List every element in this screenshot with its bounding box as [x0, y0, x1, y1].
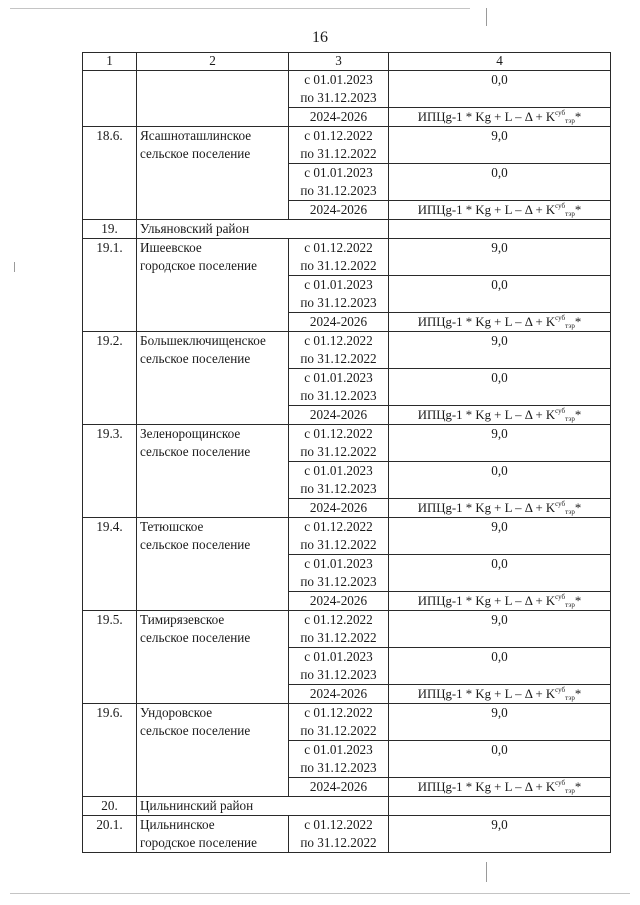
item-number: 19.: [101, 221, 118, 236]
settlement-name: Тимирязевское: [140, 612, 225, 627]
item-number: 20.1.: [96, 817, 123, 832]
formula-text: ИПЦg-1 * Kg + L – Δ + K: [417, 501, 556, 515]
period-cell: [289, 332, 389, 369]
period-cell: [289, 778, 389, 797]
scan-mark: [486, 862, 487, 882]
formula-subscript: тэр: [565, 508, 575, 516]
value-cell: [389, 332, 611, 369]
formula-subscript: тэр: [565, 601, 575, 609]
value-cell: [389, 816, 611, 853]
formula-text: ИПЦg-1 * Kg + L – Δ + K: [417, 594, 556, 608]
period-start: с 01.01.2023: [304, 556, 373, 571]
formula-superscript: суб: [555, 202, 566, 210]
settlement-name-cell: [137, 332, 289, 425]
period-cell: [289, 592, 389, 611]
period-end: по 31.12.2023: [300, 388, 377, 403]
period-years: 2024-2026: [309, 314, 368, 329]
table-row: [83, 704, 611, 741]
settlement-name-cell: [137, 71, 289, 127]
formula-asterisk: *: [574, 501, 582, 515]
index-value: 9,0: [491, 333, 508, 348]
settlement-type: сельское поселение: [140, 537, 251, 552]
period-start: с 01.12.2022: [304, 240, 373, 255]
item-number: 19.2.: [96, 333, 123, 348]
formula-superscript: суб: [555, 779, 566, 787]
period-cell: [289, 499, 389, 518]
settlement-name: Ишеевское: [140, 240, 202, 255]
table-row: [83, 71, 611, 108]
period-years: 2024-2026: [309, 202, 368, 217]
value-cell: [389, 499, 611, 518]
value-cell: [389, 685, 611, 704]
settlement-name: Ясашноташлинское: [140, 128, 252, 143]
item-number-cell: [83, 518, 137, 611]
period-end: по 31.12.2023: [300, 295, 377, 310]
value-cell: [389, 797, 611, 816]
formula-subscript: тэр: [565, 694, 575, 702]
period-cell: [289, 741, 389, 778]
item-number-cell: [83, 704, 137, 797]
settlement-name: Тетюшское: [140, 519, 204, 534]
formula-text: ИПЦg-1 * Kg + L – Δ + K: [417, 687, 556, 701]
period-end: по 31.12.2022: [300, 258, 377, 273]
value-cell: [389, 406, 611, 425]
period-start: с 01.12.2022: [304, 519, 373, 534]
value-cell: [389, 201, 611, 220]
item-number-cell: [83, 797, 137, 816]
settlement-name-cell: [137, 704, 289, 797]
value-cell: [389, 108, 611, 127]
period-start: с 01.01.2023: [304, 165, 373, 180]
period-end: по 31.12.2022: [300, 351, 377, 366]
value-cell: [389, 239, 611, 276]
index-value: 9,0: [491, 519, 508, 534]
index-value: 0,0: [491, 277, 508, 292]
settlement-name-cell: [137, 816, 289, 853]
index-value: 9,0: [491, 705, 508, 720]
formula-superscript: суб: [555, 407, 566, 415]
period-end: по 31.12.2022: [300, 630, 377, 645]
period-cell: [289, 555, 389, 592]
formula-subscript: тэр: [565, 322, 575, 330]
value-cell: [389, 127, 611, 164]
settlement-type: городское поселение: [140, 835, 257, 850]
period-start: с 01.12.2022: [304, 426, 373, 441]
item-number: 19.5.: [96, 612, 123, 627]
header-cell: [389, 53, 611, 71]
header-label: 1: [106, 53, 113, 68]
period-cell: [289, 518, 389, 555]
index-value: 0,0: [491, 370, 508, 385]
formula-subscript: тэр: [565, 117, 575, 125]
period-years: 2024-2026: [309, 500, 368, 515]
value-cell: [389, 778, 611, 797]
header-label: 4: [496, 53, 503, 68]
settlement-name-cell: [137, 425, 289, 518]
period-cell: [289, 108, 389, 127]
value-cell: [389, 611, 611, 648]
table-row: [83, 332, 611, 369]
period-cell: [289, 462, 389, 499]
table-row: [83, 425, 611, 462]
table-row: [83, 220, 611, 239]
header-label: 3: [335, 53, 342, 68]
period-cell: [289, 239, 389, 276]
period-start: с 01.01.2023: [304, 649, 373, 664]
period-years: 2024-2026: [309, 407, 368, 422]
period-cell: [289, 648, 389, 685]
period-start: с 01.01.2023: [304, 463, 373, 478]
period-start: с 01.12.2022: [304, 128, 373, 143]
district-name: Цильнинский район: [140, 798, 254, 813]
table-row: [83, 239, 611, 276]
district-name-cell: [137, 220, 389, 239]
table-row: [83, 816, 611, 853]
settlement-type: сельское поселение: [140, 146, 251, 161]
table-row: [83, 127, 611, 164]
table-row: [83, 518, 611, 555]
period-years: 2024-2026: [309, 593, 368, 608]
settlement-name-cell: [137, 518, 289, 611]
value-cell: [389, 704, 611, 741]
scan-line: [10, 8, 470, 9]
period-years: 2024-2026: [309, 686, 368, 701]
formula-subscript: тэр: [565, 210, 575, 218]
period-years: 2024-2026: [309, 109, 368, 124]
period-cell: [289, 685, 389, 704]
page-number: 16: [312, 29, 328, 46]
index-value: 9,0: [491, 612, 508, 627]
period-start: с 01.12.2022: [304, 705, 373, 720]
table-row: [83, 797, 611, 816]
period-end: по 31.12.2023: [300, 667, 377, 682]
item-number: 19.6.: [96, 705, 123, 720]
period-cell: [289, 611, 389, 648]
period-end: по 31.12.2022: [300, 146, 377, 161]
value-cell: [389, 164, 611, 201]
scan-mark: [14, 262, 15, 272]
formula-asterisk: *: [574, 780, 582, 794]
period-end: по 31.12.2023: [300, 183, 377, 198]
item-number-cell: [83, 425, 137, 518]
index-value: 9,0: [491, 128, 508, 143]
item-number: 19.3.: [96, 426, 123, 441]
district-name: Ульяновский район: [140, 221, 250, 236]
period-cell: [289, 406, 389, 425]
period-end: по 31.12.2023: [300, 481, 377, 496]
item-number-cell: [83, 239, 137, 332]
table-row: [83, 611, 611, 648]
period-years: 2024-2026: [309, 779, 368, 794]
settlement-type: городское поселение: [140, 258, 257, 273]
item-number-cell: [83, 332, 137, 425]
settlement-name: Ундоровское: [140, 705, 213, 720]
formula-superscript: суб: [555, 500, 566, 508]
scan-mark: [486, 8, 487, 26]
formula-text: ИПЦg-1 * Kg + L – Δ + K: [417, 110, 556, 124]
tariff-table: [82, 52, 611, 853]
period-end: по 31.12.2022: [300, 723, 377, 738]
item-number-cell: [83, 127, 137, 220]
settlement-name: Большеключищенское: [140, 333, 266, 348]
formula-asterisk: *: [574, 315, 582, 329]
period-end: по 31.12.2022: [300, 835, 377, 850]
formula-superscript: суб: [555, 314, 566, 322]
header-cell: [289, 53, 389, 71]
item-number-cell: [83, 71, 137, 127]
value-cell: [389, 592, 611, 611]
formula-asterisk: *: [574, 203, 582, 217]
period-end: по 31.12.2023: [300, 90, 377, 105]
item-number: 18.6.: [96, 128, 123, 143]
formula-subscript: тэр: [565, 415, 575, 423]
period-cell: [289, 704, 389, 741]
header-label: 2: [209, 53, 216, 68]
formula-text: ИПЦg-1 * Kg + L – Δ + K: [417, 780, 556, 794]
value-cell: [389, 555, 611, 592]
formula-asterisk: *: [574, 687, 582, 701]
formula-superscript: суб: [555, 593, 566, 601]
period-end: по 31.12.2023: [300, 574, 377, 589]
period-cell: [289, 369, 389, 406]
period-cell: [289, 71, 389, 108]
period-cell: [289, 127, 389, 164]
header-row: [83, 53, 611, 71]
formula-asterisk: *: [574, 594, 582, 608]
period-start: с 01.01.2023: [304, 742, 373, 757]
value-cell: [389, 425, 611, 462]
period-end: по 31.12.2023: [300, 760, 377, 775]
item-number: 20.: [101, 798, 118, 813]
period-start: с 01.01.2023: [304, 370, 373, 385]
formula-superscript: суб: [555, 686, 566, 694]
settlement-name-cell: [137, 239, 289, 332]
settlement-type: сельское поселение: [140, 444, 251, 459]
item-number-cell: [83, 816, 137, 853]
value-cell: [389, 313, 611, 332]
formula-asterisk: *: [574, 110, 582, 124]
period-cell: [289, 201, 389, 220]
value-cell: [389, 648, 611, 685]
formula-asterisk: *: [574, 408, 582, 422]
formula-superscript: суб: [555, 109, 566, 117]
settlement-name: Цильнинское: [140, 817, 215, 832]
formula-text: ИПЦg-1 * Kg + L – Δ + K: [417, 408, 556, 422]
formula-subscript: тэр: [565, 787, 575, 795]
index-value: 9,0: [491, 817, 508, 832]
period-cell: [289, 164, 389, 201]
index-value: 0,0: [491, 463, 508, 478]
period-cell: [289, 313, 389, 332]
value-cell: [389, 71, 611, 108]
item-number-cell: [83, 220, 137, 239]
settlement-name-cell: [137, 611, 289, 704]
period-start: с 01.12.2022: [304, 612, 373, 627]
period-cell: [289, 425, 389, 462]
value-cell: [389, 462, 611, 499]
value-cell: [389, 220, 611, 239]
index-value: 0,0: [491, 72, 508, 87]
settlement-name-cell: [137, 127, 289, 220]
settlement-type: сельское поселение: [140, 630, 251, 645]
settlement-type: сельское поселение: [140, 723, 251, 738]
value-cell: [389, 518, 611, 555]
period-cell: [289, 276, 389, 313]
value-cell: [389, 741, 611, 778]
settlement-name: Зеленорощинское: [140, 426, 241, 441]
index-value: 9,0: [491, 240, 508, 255]
period-end: по 31.12.2022: [300, 444, 377, 459]
value-cell: [389, 369, 611, 406]
index-value: 0,0: [491, 556, 508, 571]
index-value: 0,0: [491, 649, 508, 664]
value-cell: [389, 276, 611, 313]
header-cell: [137, 53, 289, 71]
index-value: 9,0: [491, 426, 508, 441]
settlement-type: сельское поселение: [140, 351, 251, 366]
scan-line: [10, 893, 630, 894]
period-start: с 01.01.2023: [304, 277, 373, 292]
item-number-cell: [83, 611, 137, 704]
period-end: по 31.12.2022: [300, 537, 377, 552]
index-value: 0,0: [491, 742, 508, 757]
period-cell: [289, 816, 389, 853]
period-start: с 01.12.2022: [304, 333, 373, 348]
item-number: 19.4.: [96, 519, 123, 534]
item-number: 19.1.: [96, 240, 123, 255]
period-start: с 01.01.2023: [304, 72, 373, 87]
table-body: [83, 53, 611, 853]
header-cell: [83, 53, 137, 71]
period-start: с 01.12.2022: [304, 817, 373, 832]
formula-text: ИПЦg-1 * Kg + L – Δ + K: [417, 203, 556, 217]
index-value: 0,0: [491, 165, 508, 180]
district-name-cell: [137, 797, 389, 816]
formula-text: ИПЦg-1 * Kg + L – Δ + K: [417, 315, 556, 329]
